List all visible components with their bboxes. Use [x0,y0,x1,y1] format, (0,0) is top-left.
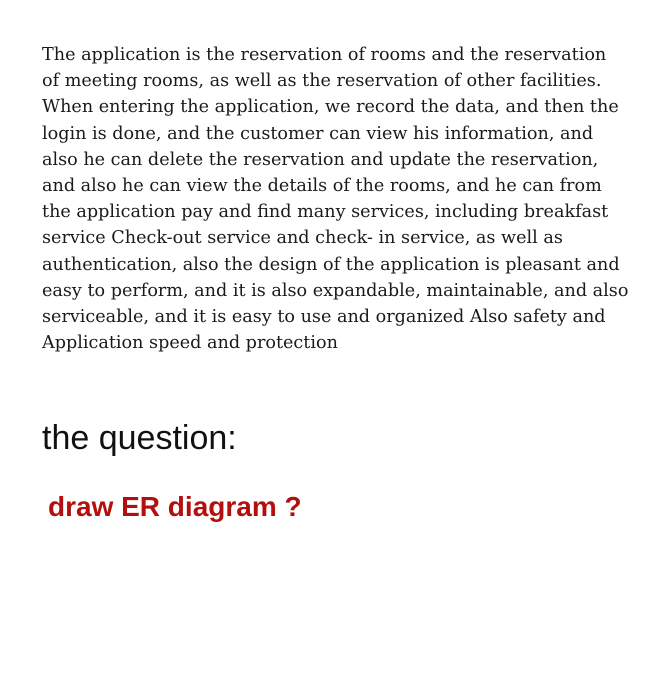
paragraph-line: authentication, also the design of the application is pleasant and [42,254,620,275]
paragraph-line: The application is the reservation of rooms and the reservation [42,45,607,65]
paragraph-line: Application speed and protection [42,333,338,354]
paragraph-line: service Check-out service and check- in service, as well as [42,228,563,249]
paragraph-line: When entering the application, we record the data, and then the [42,97,619,118]
paragraph-line: login is done, and the customer can view his information, and [42,123,594,144]
paragraph-line: the application pay and find many services, including breakfast [42,202,609,223]
question-heading: the question: [42,419,237,457]
paragraph-line: easy to perform, and it is also expandable, maintainable, and also [42,280,629,301]
paragraph-line: serviceable, and it is easy to use and organized Also safety and [42,307,606,328]
question-text: draw ER diagram ? [48,491,302,522]
paragraph-line: and also he can view the details of the rooms, and he can from [42,176,602,197]
paragraph-line: also he can delete the reservation and update the reservation, [42,149,599,170]
description-paragraph [42,42,628,356]
paragraph-line: of meeting rooms, as well as the reservation of other facilities. [42,71,602,92]
